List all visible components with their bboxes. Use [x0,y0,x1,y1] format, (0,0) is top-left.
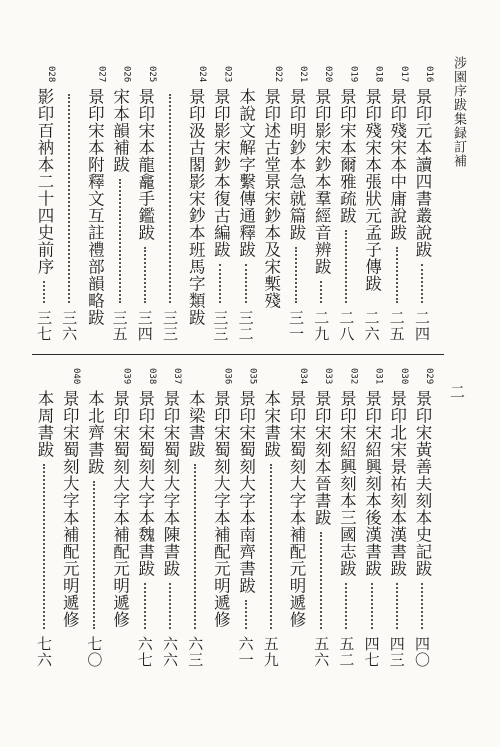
running-title: 涉園序跋集録訂補 [451,56,466,168]
toc-entry [334,368,358,668]
toc-entry [133,368,157,668]
entry-number: 035 [247,368,258,385]
entry-number: 019 [348,66,359,83]
toc-entry [284,66,308,342]
toc-entry [57,66,81,342]
toc-entry [410,368,434,668]
dot-leader [421,583,423,629]
entry-title: 景印宋紹興刻本三國志跋 [337,390,357,577]
entry-page: 三四 [135,310,154,342]
entry-number: 029 [424,368,434,385]
entry-page: 三六 [60,310,79,342]
dot-leader [68,94,70,303]
entry-title: 景印宋蜀刻大字本補配元明遞修 [110,390,130,628]
toc-entry [259,66,283,342]
entry-title: 景印宋黃善夫刻本史記跋 [413,390,432,577]
toc-entry [334,66,358,342]
toc-entry [385,368,409,668]
toc-entry [108,66,132,342]
toc-upper-half [0,66,500,342]
entry-number: 037 [172,368,182,385]
entry-number: 032 [348,368,359,385]
dot-leader [194,464,196,629]
entry-page: 七〇 [85,636,104,668]
entry-number: 038 [146,368,157,385]
dot-leader [43,281,45,303]
toc-entry [158,368,182,668]
toc-entry [360,368,384,668]
dot-leader [43,464,45,629]
entry-title: 本北齊書跋 [85,390,105,475]
entry-page: 四〇 [413,636,431,668]
entry-number: 024 [197,66,208,83]
dot-leader [93,481,95,629]
toc-entry [32,66,56,342]
toc-entry [208,66,232,342]
section-divider [32,354,444,355]
entry-page: 四三 [387,636,406,668]
entry-page: 三七 [35,310,53,342]
entry-number: 021 [298,66,308,83]
entry-page: 三二 [236,310,255,342]
entry-number: 020 [323,66,334,83]
entry-page: 六一 [236,636,255,668]
entry-number: 026 [121,66,132,83]
entry-title: 影印百衲本二十四史前序 [35,88,54,275]
dot-leader [270,464,272,629]
dot-leader [396,583,398,629]
entry-number: 022 [272,66,283,83]
dot-leader [245,600,247,629]
entry-title: 景印宋本龍龕手鑑跋 [135,88,155,241]
entry-title: 景印影宋鈔本羣經音辨跋 [312,88,332,275]
entry-title: 景印汲古閣影宋鈔本班馬字類跋 [186,88,206,326]
toc-entry [309,368,333,668]
dot-leader [144,583,146,629]
toc-entry [32,368,56,668]
entry-title: 景印宋蜀刻大字本陳書跋 [161,390,180,577]
entry-title: 景印宋本附釋文互註禮部韻略跋 [85,88,105,326]
entry-number: 030 [398,368,409,385]
entry-number: 039 [121,368,132,385]
dot-leader [320,532,322,629]
entry-title: 景印宋本爾雅疏跋 [337,88,357,224]
entry-title: 景印殘宋本張狀元孟子傳跋 [362,88,382,292]
entry-title: 本周書跋 [35,390,54,458]
entry-title: 景印影宋鈔本復古編跋 [211,88,231,258]
entry-page: 二五 [387,310,406,342]
entry-number: 034 [298,368,308,385]
entry-page: 三三 [161,310,179,342]
toc-entry [133,66,157,342]
dot-leader [119,179,121,303]
entry-page: 五二 [337,636,356,668]
entry-number: 018 [373,66,384,83]
entry-number: 033 [323,368,334,385]
toc-entry [259,368,283,668]
dot-leader [345,583,347,629]
toc-entry [234,66,258,342]
dot-leader [219,264,221,303]
entry-title: 景印宋蜀刻大字本補配元明遞修 [60,390,80,628]
entry-title: 景印北宋景祐刻本漢書跋 [387,390,407,577]
entry-number: 016 [424,66,434,83]
entry-number: 031 [373,368,384,385]
entry-page: 四七 [362,636,381,668]
entry-title: 本梁書跋 [186,390,206,458]
toc-entry [57,368,81,668]
entry-page: 六六 [161,636,179,668]
entry-number: 036 [222,368,233,385]
entry-page: 七六 [35,636,53,668]
entry-title: 景印宋紹興刻本後漢書跋 [362,390,382,577]
entry-page: 三三 [211,310,230,342]
toc-entry [309,66,333,342]
toc-entry [183,66,207,342]
entry-title: 景印元本讀四書叢說跋 [413,88,432,258]
toc-entry [234,368,258,668]
toc-lower-half [0,368,500,668]
page-number: 二 [448,384,466,399]
dot-leader [320,281,322,303]
entry-title: 本說文解字繫傳通釋跋 [236,88,256,258]
entry-title: 本宋書跋 [261,390,281,458]
toc-entry [360,66,384,342]
dot-leader [144,247,146,303]
toc-entry [410,66,434,342]
dot-leader [295,247,297,303]
toc-entry [183,368,207,668]
toc-entry [284,368,308,668]
dot-leader [421,264,423,303]
entry-number: 017 [398,66,409,83]
entry-title: 景印明鈔本急就篇跋 [287,88,306,241]
entry-number: 027 [96,66,107,83]
entry-title: 景印殘宋本中庸說跋 [387,88,407,241]
entry-title: 景印宋蜀刻大字本魏書跋 [135,390,155,577]
entry-page: 二八 [337,310,356,342]
dot-leader [371,583,373,629]
toc-entry [82,66,106,342]
dot-leader [169,94,171,303]
entry-title: 景印宋蜀刻大字本南齊書跋 [236,390,256,594]
toc-entry [158,66,182,342]
toc-entry [82,368,106,668]
entry-page: 二四 [413,310,431,342]
entry-number: 028 [46,66,56,83]
dot-leader [245,264,247,303]
entry-title: 景印宋刻本晉書跋 [312,390,332,526]
entry-title: 景印宋蜀刻大字本補配元明遞修 [287,390,306,628]
entry-page: 六三 [186,636,205,668]
dot-leader [396,247,398,303]
toc-entry [208,368,232,668]
dot-leader [169,583,171,629]
entry-page: 六七 [135,636,154,668]
dot-leader [345,230,347,303]
entry-title: 宋本韻補跋 [110,88,130,173]
entry-page: 二九 [312,310,331,342]
entry-page: 三一 [287,310,305,342]
entry-number: 025 [146,66,157,83]
entry-number: 040 [71,368,82,385]
entry-page: 三五 [110,310,129,342]
entry-title: 景印宋蜀刻大字本補配元明遞修 [211,390,231,628]
toc-entry [385,66,409,342]
entry-page: 二六 [362,310,381,342]
entry-page: 五九 [261,636,280,668]
entry-title: 景印述古堂景宋鈔本及宋槧殘 [261,88,281,309]
entry-number: 023 [222,66,233,83]
entry-page: 五六 [312,636,331,668]
toc-entry [108,368,132,668]
